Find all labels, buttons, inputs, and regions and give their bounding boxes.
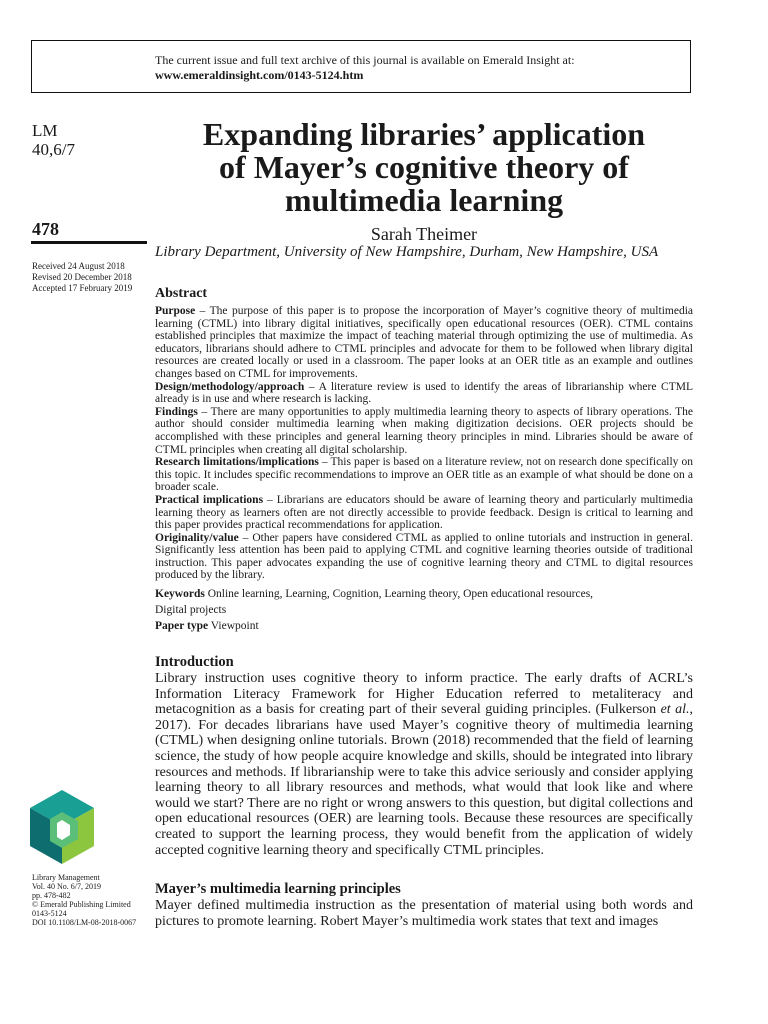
purpose-text: – The purpose of this paper is to propose the incorporation of Mayer’s cognitive theory of multimedia learning (CTML) into library digital initiatives, specifically open educational resources (OER). CTML contains established principles that maximize the impact of teaching material through optimizing the use of multimedia. As educators, librarians should adhere to CTML principles and advocate for them to be followed when library digital resources are created locally or used in a classroom. The paper looks at an OER title as an example and outlines changes based on CTML for improvements. — [155, 305, 693, 380]
abstract-purpose — [155, 305, 693, 381]
intro-etal: et al. — [660, 702, 690, 718]
abstract-limitations — [155, 456, 693, 494]
mayer-principles-section — [155, 880, 693, 929]
introduction-paragraph — [155, 671, 693, 858]
journal-availability-notice — [31, 40, 691, 93]
pub-issn: 0143-5124 — [32, 909, 67, 918]
mayer-principles-paragraph: Mayer defined multimedia instruction as the presentation of material using both words and pictures to promote learning. Robert Mayer’s multimedia work states that text and images — [155, 898, 693, 929]
journal-url-link[interactable]: www.emeraldinsight.com/0143-5124.htm — [155, 68, 364, 82]
journal-code — [32, 121, 75, 159]
keywords — [155, 586, 693, 618]
abstract-originality — [155, 532, 693, 582]
findings-label: Findings — [155, 405, 198, 418]
revised-date: Revised 20 December 2018 — [32, 272, 132, 282]
pub-copyright: © Emerald Publishing Limited — [32, 900, 131, 909]
title-line: multimedia learning — [284, 182, 564, 218]
introduction-section — [155, 653, 693, 858]
pub-journal: Library Management — [32, 873, 100, 882]
introduction-heading: Introduction — [155, 654, 234, 670]
article-history-dates — [32, 261, 132, 294]
limitations-label: Research limitations/implications — [155, 456, 319, 469]
emerald-logo-icon — [30, 790, 94, 864]
abstract-findings — [155, 406, 693, 456]
abstract-practical — [155, 494, 693, 532]
journal-volume-issue: 40,6/7 — [32, 140, 75, 159]
title-line: of Mayer’s cognitive theory of — [219, 149, 629, 185]
mayer-principles-heading: Mayer’s multimedia learning principles — [155, 881, 401, 897]
notice-text: The current issue and full text archive of this journal is available on Emerald Insight at: — [155, 53, 575, 67]
journal-code-abbrev: LM — [32, 121, 58, 140]
paper-type-text: Viewpoint — [208, 620, 259, 633]
originality-label: Originality/value — [155, 531, 239, 544]
pub-doi: DOI 10.1108/LM-08-2018-0067 — [32, 918, 137, 927]
pub-pages: pp. 478-482 — [32, 891, 71, 900]
purpose-label: Purpose — [155, 305, 196, 317]
article-title — [150, 118, 698, 217]
originality-text: – Other papers have considered CTML as applied to online tutorials and instruction in general. Significantly less attention has been paid to applying CTML and cognitive learning theories outside of traditional instruction. This paper advocates expanding the use of cognitive learning theory and CTML to digital resources produced by the library. — [155, 531, 693, 582]
author-name: Sarah Theimer — [370, 224, 478, 244]
intro-text: Library instruction uses cognitive theory to inform practice. The early drafts of ACRL’s Information Literacy Framework for Higher Education referred to metaliteracy and metacognition as a basis for creating part of their several guiding principles. (Fulkerson — [155, 671, 693, 718]
practical-text: – Librarians are educators should be aware of learning theory and particularly multimedia learning theory as learners often are not directly accessible to provide feedback. Design is critical to learning and this paper provides practical recommendations for application. — [155, 493, 693, 532]
design-label: Design/methodology/approach — [155, 380, 305, 393]
publication-info — [32, 873, 136, 927]
title-line: Expanding libraries’ application — [202, 116, 646, 152]
intro-text-cont: , 2017). For decades librarians have used Mayer’s cognitive theory of multimedia learning (CTML) when designing online tutorials. Brown (2018) recommended that the field of learning science, the study of how people acquire knowledge and skills, should be integrated into library resources and methods. If librarianship were to take this advice seriously and consider applying learning theory to all library resources and methods, what would that look like and where would we start? There are no right or wrong answers to this question, but digital collections and open educational resources (OER) are learning tools. Because these resources are specifically created to support the learning process, they would benefit from the application of widely accepted cognitive learning theory and specifically CTML principles. — [155, 702, 693, 858]
practical-label: Practical implications — [155, 493, 264, 506]
accepted-date: Accepted 17 February 2019 — [32, 283, 133, 293]
author-affiliation: Library Department, University of New Hampshire, Durham, New Hampshire, USA — [155, 244, 659, 260]
abstract-section — [155, 286, 693, 634]
abstract-design — [155, 381, 693, 406]
keywords-text-cont: Digital projects — [155, 604, 227, 617]
abstract-heading: Abstract — [155, 286, 208, 301]
page-number-rule — [31, 241, 147, 244]
design-text: – A literature review is used to identify the areas of librarianship where CTML already is in use and where research is lacking. — [155, 380, 693, 406]
findings-text: – There are many opportunities to apply multimedia learning theory to aspects of library operations. The author should consider multimedia learning when making digitization decisions. OER projects should be accomplished with these principles and general learning theory principles in mind. Libraries should be aware of CTML principles when creating all digital scholarship. — [155, 405, 693, 456]
page-number: 478 — [32, 219, 59, 239]
keywords-text: Online learning, Learning, Cognition, Learning theory, Open educational resources, — [204, 588, 594, 601]
pub-volume: Vol. 40 No. 6/7, 2019 — [32, 882, 101, 891]
paper-type — [155, 618, 693, 634]
paper-type-label: Paper type — [155, 620, 209, 633]
keywords-label: Keywords — [155, 588, 205, 601]
limitations-text: – This paper is based on a literature review, not on research done specifically on this topic. It includes specific recommendations to improve an OER title as an example of what should be done on a broader scale. — [155, 456, 693, 494]
received-date: Received 24 August 2018 — [32, 261, 125, 271]
